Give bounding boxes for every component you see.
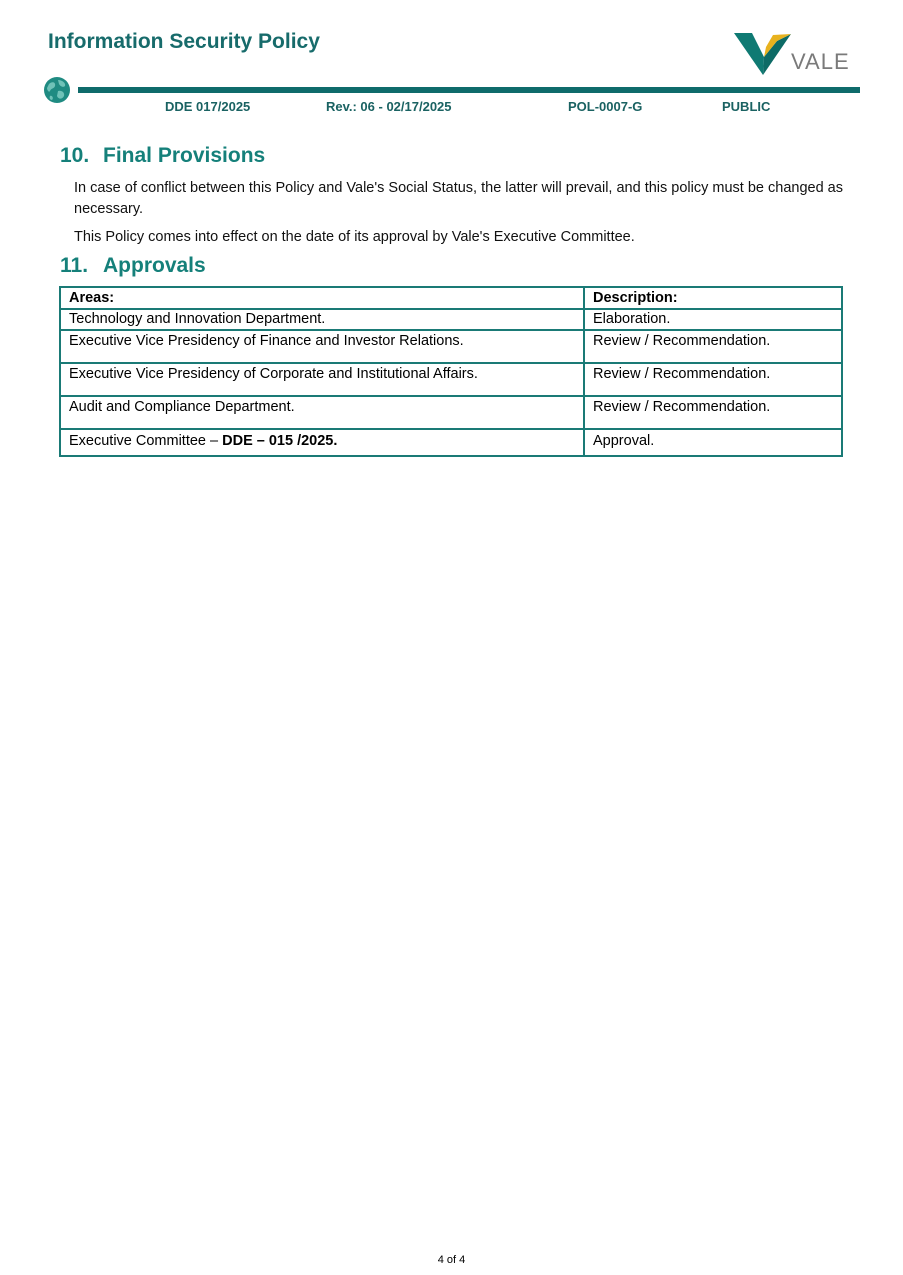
table-row	[60, 429, 842, 456]
meta-dde: DDE 017/2025	[165, 99, 251, 114]
area-prefix: Executive Committee –	[69, 433, 223, 449]
table-cell-area: Executive Vice Presidency of Corporate and Institutional Affairs.	[60, 363, 584, 396]
section-heading-approvals	[60, 254, 206, 278]
table-cell-area: Executive Vice Presidency of Finance and Investor Relations.	[60, 330, 584, 363]
section-heading-final-provisions	[60, 144, 265, 168]
section-number: 10.	[60, 144, 90, 167]
meta-classification: PUBLIC	[722, 99, 771, 114]
table-cell-area: Audit and Compliance Department.	[60, 396, 584, 429]
vale-logo-text: VALE	[791, 49, 850, 74]
area-reference: DDE – 015 /2025.	[222, 433, 338, 449]
page-number: 4 of 4	[437, 1254, 466, 1266]
table-cell-area	[60, 429, 584, 456]
approvals-table	[59, 286, 843, 457]
table-cell-description: Approval.	[584, 429, 842, 456]
meta-revision: Rev.: 06 - 02/17/2025	[326, 99, 452, 114]
table-row	[60, 363, 842, 396]
table-header-row	[60, 287, 842, 309]
document-title: Information Security Policy	[48, 30, 320, 53]
section-number: 11.	[60, 254, 89, 277]
meta-code: POL-0007-G	[568, 99, 643, 114]
header-rule	[78, 87, 860, 93]
vale-logo	[733, 31, 848, 77]
column-header-areas: Areas:	[60, 287, 584, 309]
column-header-description: Description:	[584, 287, 842, 309]
globe-icon	[43, 76, 71, 104]
table-cell-description: Review / Recommendation.	[584, 396, 842, 429]
final-provisions-paragraph-1: In case of conflict between this Policy and Vale's Social Status, the latter will prevail, and this policy must be changed as necessary.	[74, 180, 843, 217]
table-cell-description: Review / Recommendation.	[584, 330, 842, 363]
table-row	[60, 330, 842, 363]
final-provisions-paragraph-2: This Policy comes into effect on the date of its approval by Vale's Executive Committee.	[74, 229, 635, 245]
table-row	[60, 396, 842, 429]
table-cell-area: Technology and Innovation Department.	[60, 309, 584, 330]
table-cell-description: Elaboration.	[584, 309, 842, 330]
table-row	[60, 309, 842, 330]
vale-logo-mark-icon	[733, 31, 793, 77]
section-title: Approvals	[103, 254, 206, 277]
section-title: Final Provisions	[103, 144, 266, 167]
table-cell-description: Review / Recommendation.	[584, 363, 842, 396]
